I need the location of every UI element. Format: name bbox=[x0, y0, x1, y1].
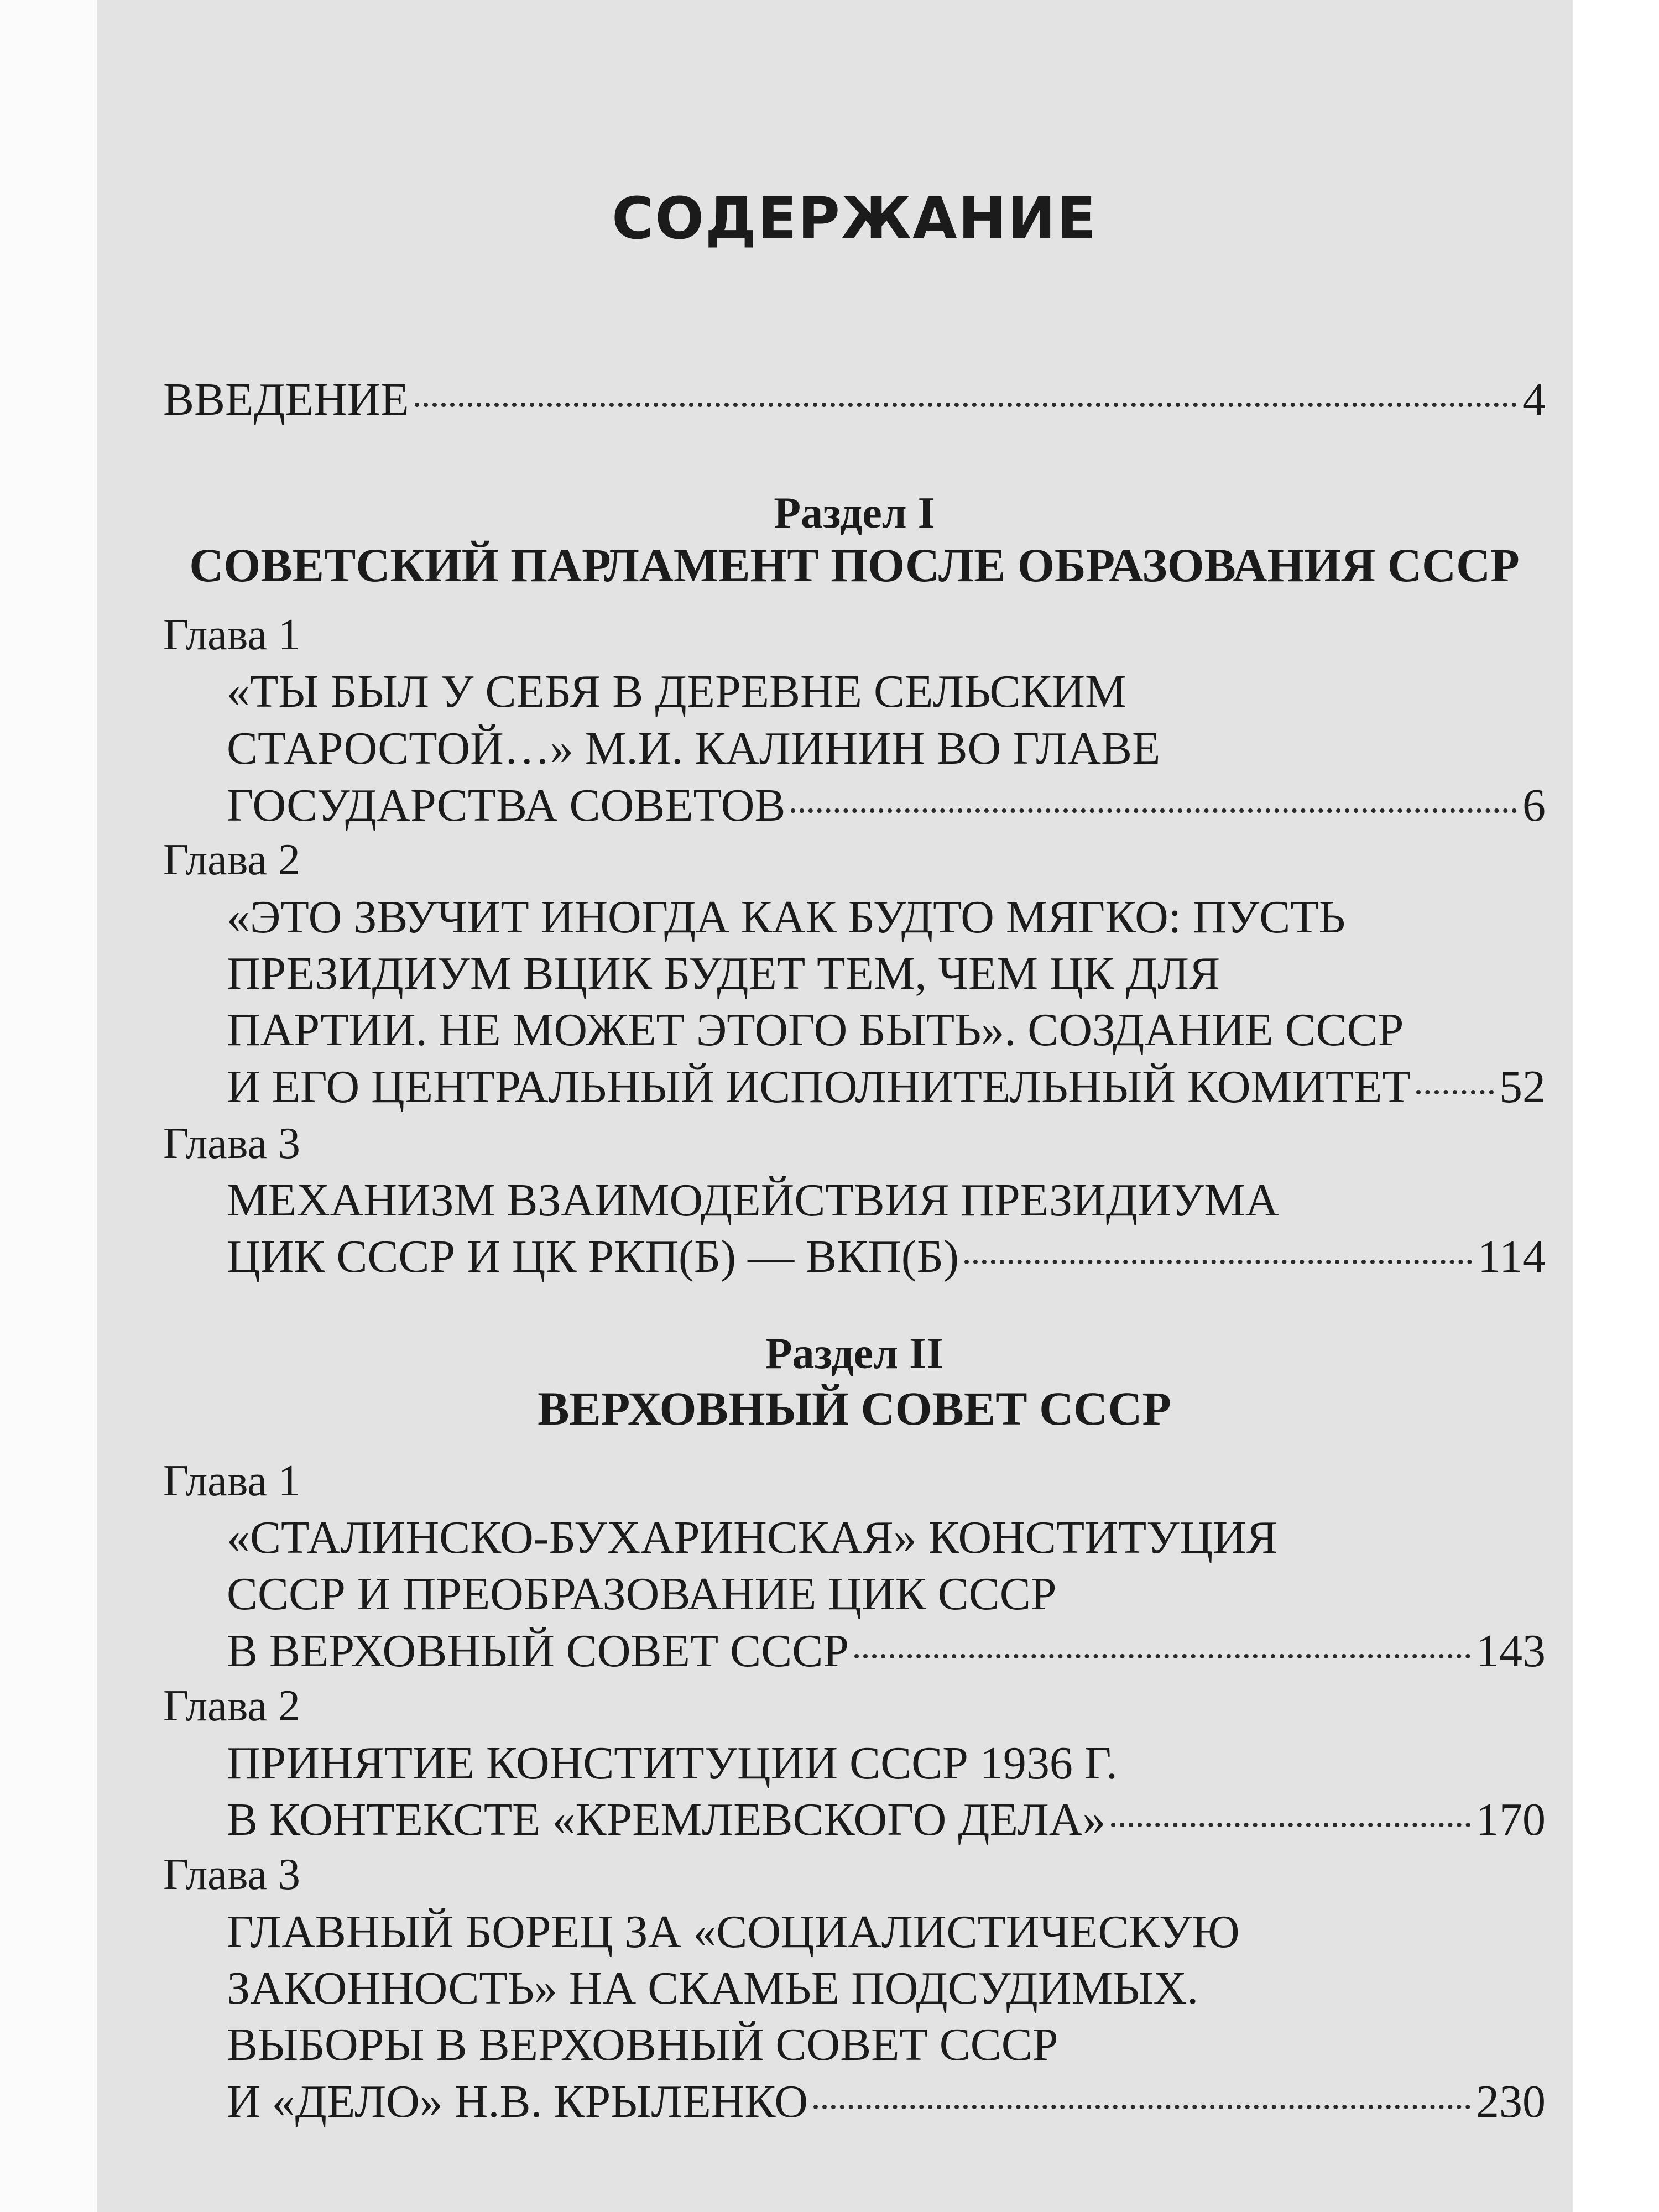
chapter-number: Глава 2 bbox=[163, 836, 300, 884]
section-number: Раздел II bbox=[765, 1329, 944, 1378]
chapter-title-line: И ЕГО ЦЕНТРАЛЬНЫЙ ИСПОЛНИТЕЛЬНЫЙ КОМИТЕТ bbox=[227, 1061, 1411, 1113]
dot-leader bbox=[1416, 1090, 1494, 1094]
chapter-title-line: СССР И ПРЕОБРАЗОВАНИЕ ЦИК СССР bbox=[227, 1568, 1057, 1620]
section-number: Раздел I bbox=[774, 489, 935, 538]
dot-leader bbox=[813, 2105, 1470, 2109]
dot-leader bbox=[964, 1260, 1472, 1264]
section-title: ВЕРХОВНЫЙ СОВЕТ СССР bbox=[538, 1382, 1171, 1435]
chapter-title-line: В ВЕРХОВНЫЙ СОВЕТ СССР bbox=[227, 1625, 849, 1677]
chapter-title-line: ГЛАВНЫЙ БОРЕЦ ЗА «СОЦИАЛИСТИЧЕСКУЮ bbox=[227, 1906, 1240, 1958]
dot-leader bbox=[791, 808, 1517, 813]
chapter-title-line: ПРЕЗИДИУМ ВЦИК БУДЕТ ТЕМ, ЧЕМ ЦК ДЛЯ bbox=[227, 948, 1220, 999]
chapter-title-line: «ТЫ БЫЛ У СЕБЯ В ДЕРЕВНЕ СЕЛЬСКИМ bbox=[227, 666, 1126, 717]
book-page bbox=[97, 0, 1573, 2212]
page-number: 52 bbox=[1499, 1061, 1546, 1113]
entry-label: ВВЕДЕНИЕ bbox=[163, 374, 409, 425]
dot-leader bbox=[415, 403, 1517, 407]
page-number: 4 bbox=[1522, 374, 1546, 425]
dot-leader bbox=[854, 1654, 1470, 1658]
chapter-title-line: ГОСУДАРСТВА СОВЕТОВ bbox=[227, 780, 786, 831]
chapter-title-line: СТАРОСТОЙ…» М.И. КАЛИНИН ВО ГЛАВЕ bbox=[227, 723, 1161, 774]
toc-entry-last-line bbox=[227, 1229, 1546, 1285]
chapter-title-line: ПРИНЯТИЕ КОНСТИТУЦИИ СССР 1936 Г. bbox=[227, 1738, 1118, 1789]
toc-entry-last-line bbox=[227, 2074, 1546, 2130]
toc-entry-last-line bbox=[227, 1792, 1546, 1848]
chapter-number: Глава 1 bbox=[163, 611, 300, 659]
chapter-title-line: «СТАЛИНСКО-БУХАРИНСКАЯ» КОНСТИТУЦИЯ bbox=[227, 1512, 1277, 1563]
right-page-edge bbox=[1573, 0, 1659, 2212]
chapter-title-line: И «ДЕЛО» Н.В. КРЫЛЕНКО bbox=[227, 2076, 808, 2127]
chapter-title-line: ВЫБОРЫ В ВЕРХОВНЫЙ СОВЕТ СССР bbox=[227, 2019, 1058, 2070]
page-number: 230 bbox=[1476, 2076, 1546, 2127]
toc-entry-last-line bbox=[227, 1059, 1546, 1115]
toc-entry-last-line bbox=[227, 778, 1546, 834]
chapter-number: Глава 1 bbox=[163, 1457, 300, 1505]
page-number: 114 bbox=[1478, 1231, 1546, 1282]
chapter-number: Глава 2 bbox=[163, 1682, 300, 1730]
chapter-title-line: ЦИК СССР И ЦК РКП(Б) — ВКП(Б) bbox=[227, 1231, 959, 1282]
section-title: СОВЕТСКИЙ ПАРЛАМЕНТ ПОСЛЕ ОБРАЗОВАНИЯ СССР bbox=[189, 539, 1520, 592]
dot-leader bbox=[1111, 1823, 1470, 1827]
page-number: 6 bbox=[1522, 780, 1546, 831]
page-number: 170 bbox=[1476, 1794, 1546, 1845]
chapter-title-line: МЕХАНИЗМ ВЗАИМОДЕЙСТВИЯ ПРЕЗИДИУМА bbox=[227, 1175, 1279, 1226]
chapter-title-line: «ЭТО ЗВУЧИТ ИНОГДА КАК БУДТО МЯГКО: ПУСТЬ bbox=[227, 891, 1345, 943]
chapter-title-line: В КОНТЕКСТЕ «КРЕМЛЕВСКОГО ДЕЛА» bbox=[227, 1794, 1106, 1845]
chapter-number: Глава 3 bbox=[163, 1850, 300, 1899]
left-margin bbox=[0, 0, 97, 2212]
chapter-title-line: ЗАКОННОСТЬ» НА СКАМЬЕ ПОДСУДИМЫХ. bbox=[227, 1963, 1199, 2014]
toc-entry-introduction bbox=[163, 372, 1546, 428]
page-title: СОДЕРЖАНИЕ bbox=[612, 185, 1097, 252]
chapter-number: Глава 3 bbox=[163, 1119, 300, 1168]
chapter-title-line: ПАРТИИ. НЕ МОЖЕТ ЭТОГО БЫТЬ». СОЗДАНИЕ СССР bbox=[227, 1004, 1404, 1056]
page-number: 143 bbox=[1476, 1625, 1546, 1677]
toc-entry-last-line bbox=[227, 1623, 1546, 1679]
